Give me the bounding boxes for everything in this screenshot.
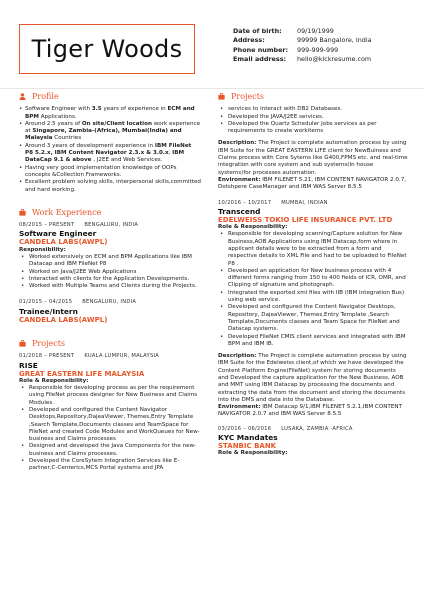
company-name: CANDELA LABS(AWPL)	[19, 315, 108, 324]
project-meta	[19, 353, 201, 360]
text: Applications.	[38, 113, 77, 120]
company-name: CANDELA LABS(AWPL)	[19, 238, 108, 247]
contact-value: 99999 Bangalore, India	[297, 36, 372, 45]
contact-row-address	[233, 36, 372, 45]
responsibility-label: Responsibility:	[19, 246, 66, 253]
project-description	[218, 140, 408, 176]
contact-value[interactable]: hello@kickresume.com	[297, 55, 372, 64]
job-meta	[19, 299, 201, 306]
section-heading-profile	[19, 93, 201, 100]
section-heading-work	[19, 209, 201, 216]
text-strong: 3.5	[91, 106, 102, 113]
responsibility-label: Role & Responsibility:	[19, 377, 89, 384]
job-location: BENGALURU, INDIA	[84, 222, 139, 229]
text: The Project is complete automation process by using IBM Suite for the Edelweiss client,of which we have developed the Content Platform Engine(FileNet) system for storing documents and Developed the capture application for the New Business, AOB and MMT using IBM Datacap by processing the documents and extracting the data from the document and storing the documents into the DMS and data into the Database.	[218, 353, 407, 403]
responsibility-label: Role & Responsibility:	[218, 224, 288, 231]
text-strong: IBM DataCap 9.1 & above	[25, 150, 185, 164]
text: Software Engineer with	[25, 106, 92, 113]
candidate-name: Tiger Woods	[31, 35, 183, 63]
project-description	[218, 353, 408, 404]
section-title: Projects	[231, 92, 265, 101]
job-title: Trainee/Intern	[19, 306, 78, 316]
list-item: • Developed and configured the Content Navigator Desktops,Repository,DajeaViewer, Themes,Entry Template ,Search Template,Documents classes and TeamSpace for FileNet and created Code Modules and WorkQueues for New-business and Claims processes	[19, 407, 201, 443]
text: ,	[168, 150, 173, 157]
projects-icon	[19, 340, 26, 347]
project-dates: 10/2016 – 10/2017	[218, 199, 272, 206]
list-item: • Designed and developed the Java Components for the new-business and Claims processes.	[19, 443, 201, 458]
list-item: • Integrated the exported xml files with IIB (IBM Integration Bus) using web service.	[218, 290, 408, 305]
job-dates: 01/2015 – 04/2015	[19, 299, 73, 306]
text: Countries	[52, 135, 82, 142]
project-name: KYC Mandates	[218, 433, 278, 443]
responsibility-label: Role & Responsibility:	[218, 450, 288, 457]
list-item	[19, 106, 201, 121]
text-strong: IBM FileNet P8 5.2.x, IBM Content Navigator 2.3.x & 3.0.x	[25, 142, 192, 157]
environment-label: Environment:	[218, 176, 261, 183]
contact-row-dob	[233, 27, 372, 36]
project-bullets	[218, 231, 408, 348]
project-bullets	[19, 385, 201, 473]
project-environment	[218, 177, 408, 192]
list-item: • Developed and configured the Content Navigator Desktops, Repository, DajeaViewer, Themes,Entry Template ,Search Template,Documents classes and Team Space for FileNet and Datacap systems.	[218, 304, 408, 333]
project-location: KUALA LUMPUR, MALAYSIA	[84, 353, 160, 360]
text-strong: Singapore, Zambia-(Africa), Mumbai(India) and Malaysia	[25, 128, 182, 142]
name-box	[19, 24, 195, 74]
job-location: BENGALURU, INDIA	[82, 299, 137, 306]
list-item: • Worked on Java/J2EE Web Applications	[19, 269, 201, 276]
text: , J2EE and Web Services.	[91, 157, 163, 164]
list-item: • Worked extensively on ECM and BPM Applications like IBM Datacap and IBM FileNet P8	[19, 254, 201, 269]
text: IBM FILENET 5.21, IBM CONTENT NAVIGATOR 2.0.7, Dotshpere CaseManager and IBM WAS Server 8.5.5	[218, 176, 407, 191]
person-icon	[19, 93, 26, 100]
job-meta	[19, 222, 201, 229]
description-label: Description:	[218, 353, 257, 360]
environment-label: Environment:	[218, 404, 261, 411]
profile-list	[19, 106, 201, 194]
list-item: • Developed an application for New business process with 4 different forms ranging from 150 to 400 fields of ICR, OMR, and Clipping of signature and photograph.	[218, 268, 408, 290]
contact-value: 09/19/1999	[297, 27, 334, 35]
text: work experience at	[25, 120, 201, 135]
section-heading-projects	[218, 93, 408, 100]
section-title: Profile	[32, 92, 59, 101]
text: services to interact with DB2 Databases.	[228, 106, 343, 113]
section-title: Projects	[32, 338, 66, 348]
list-item: • Responsible for developing scanning/Capture solution for New Business,AOB Applications using IBM Datacap,form where in appilcant details were to be extracted from a form and respective details to XML File and had to be uploaded to FileNet P8 .	[218, 231, 408, 267]
list-item: • Developed the Quartz Scheduler Jobs services as per requirements to create workitems	[218, 121, 408, 136]
text: years of experience in	[101, 106, 168, 113]
list-item: • Interacted with clients for the Application Developments.	[19, 276, 201, 283]
list-item: • Having very good implementation knowledge of OOPs concepts &Collection Frameworks.	[19, 165, 201, 180]
contact-label: Address:	[233, 36, 265, 45]
project-dates: 03/2016 – 06/2016	[218, 425, 272, 432]
text-strong: On site/Client location	[81, 120, 152, 127]
list-item	[218, 106, 408, 113]
contact-row-phone	[233, 46, 372, 55]
list-item: • Excellent problem solving skills, interpersonal skills,committed and hard working.	[19, 179, 201, 194]
client-name: EDELWEISS TOKIO LIFE INSURANCE PVT. LTD	[218, 215, 393, 224]
right-column	[218, 93, 408, 458]
briefcase-icon	[19, 209, 26, 216]
client-name: GREAT EASTERN LIFE MALAYSIA	[19, 369, 145, 378]
project-dates: 01/2018 – PRESENT	[19, 353, 75, 360]
text-strong: ECM and BPM	[25, 106, 195, 120]
project-meta	[218, 200, 408, 207]
text: Around 3 years of development experience in	[25, 142, 155, 149]
project-meta	[218, 426, 408, 433]
contact-label: Email address:	[233, 55, 287, 64]
section-title: Work Experience	[32, 207, 102, 217]
project-name: Transcend	[218, 206, 261, 216]
left-column	[19, 93, 201, 473]
section-heading-projects	[19, 340, 201, 347]
contact-row-email	[233, 55, 372, 64]
project-continued-bullets	[218, 106, 408, 135]
client-name: STANBIC BANK	[218, 442, 277, 451]
project-location: MUMBAI, INDIAN	[281, 199, 328, 206]
list-item: • Responsible for developing process as per the requirement using FileNet process designer for New Business and Claims Modules.	[19, 385, 201, 407]
contact-value: 999-999-999	[297, 45, 339, 54]
project-location: LUSAKA, ZAMBIA -AFRICA	[281, 425, 353, 432]
projects-icon	[218, 93, 225, 100]
project-name: RISE	[19, 360, 38, 370]
text: IBM Datacap 9/1,IBM FILENET 5.2.1,IBM CONTENT NAVIGATOR 2.0.7 and IBM WAS Server 8.5.5	[218, 404, 402, 418]
contact-label: Date of birth:	[233, 27, 282, 35]
header-divider	[0, 88, 424, 89]
list-item	[19, 121, 201, 143]
list-item	[19, 143, 201, 165]
list-item: • Worked with Multiple Teams and Clients during the Projects.	[19, 283, 201, 290]
project-environment	[218, 404, 408, 419]
contact-details	[233, 27, 372, 65]
list-item: • Developed FileNet CMIS client services and integrated with IBM BPM and IBM IB.	[218, 334, 408, 349]
list-item: • Developed the CoreSytem Integration Services like E-partner,C-Centerics,MCS Portal systems and JPA	[19, 458, 201, 473]
job-title: Software Engineer	[19, 229, 97, 239]
text: Around 2.5 years of	[25, 120, 82, 127]
list-item: • Developed the JAVA/J2EE services.	[218, 114, 408, 121]
text: The Project is complete automation process by using IBM Suite for the GREAT EASTERN LIFE client for NewBuiness and Claims process with Core Sytems like G400,FPMS etc. and real-time integration with core system and sub systems(In house systems)for processes automation.	[218, 140, 408, 176]
job-bullets	[19, 254, 201, 290]
description-label: Description:	[218, 140, 257, 147]
contact-label: Phone number:	[233, 45, 289, 54]
job-dates: 08/2015 – PRESENT	[19, 222, 75, 229]
